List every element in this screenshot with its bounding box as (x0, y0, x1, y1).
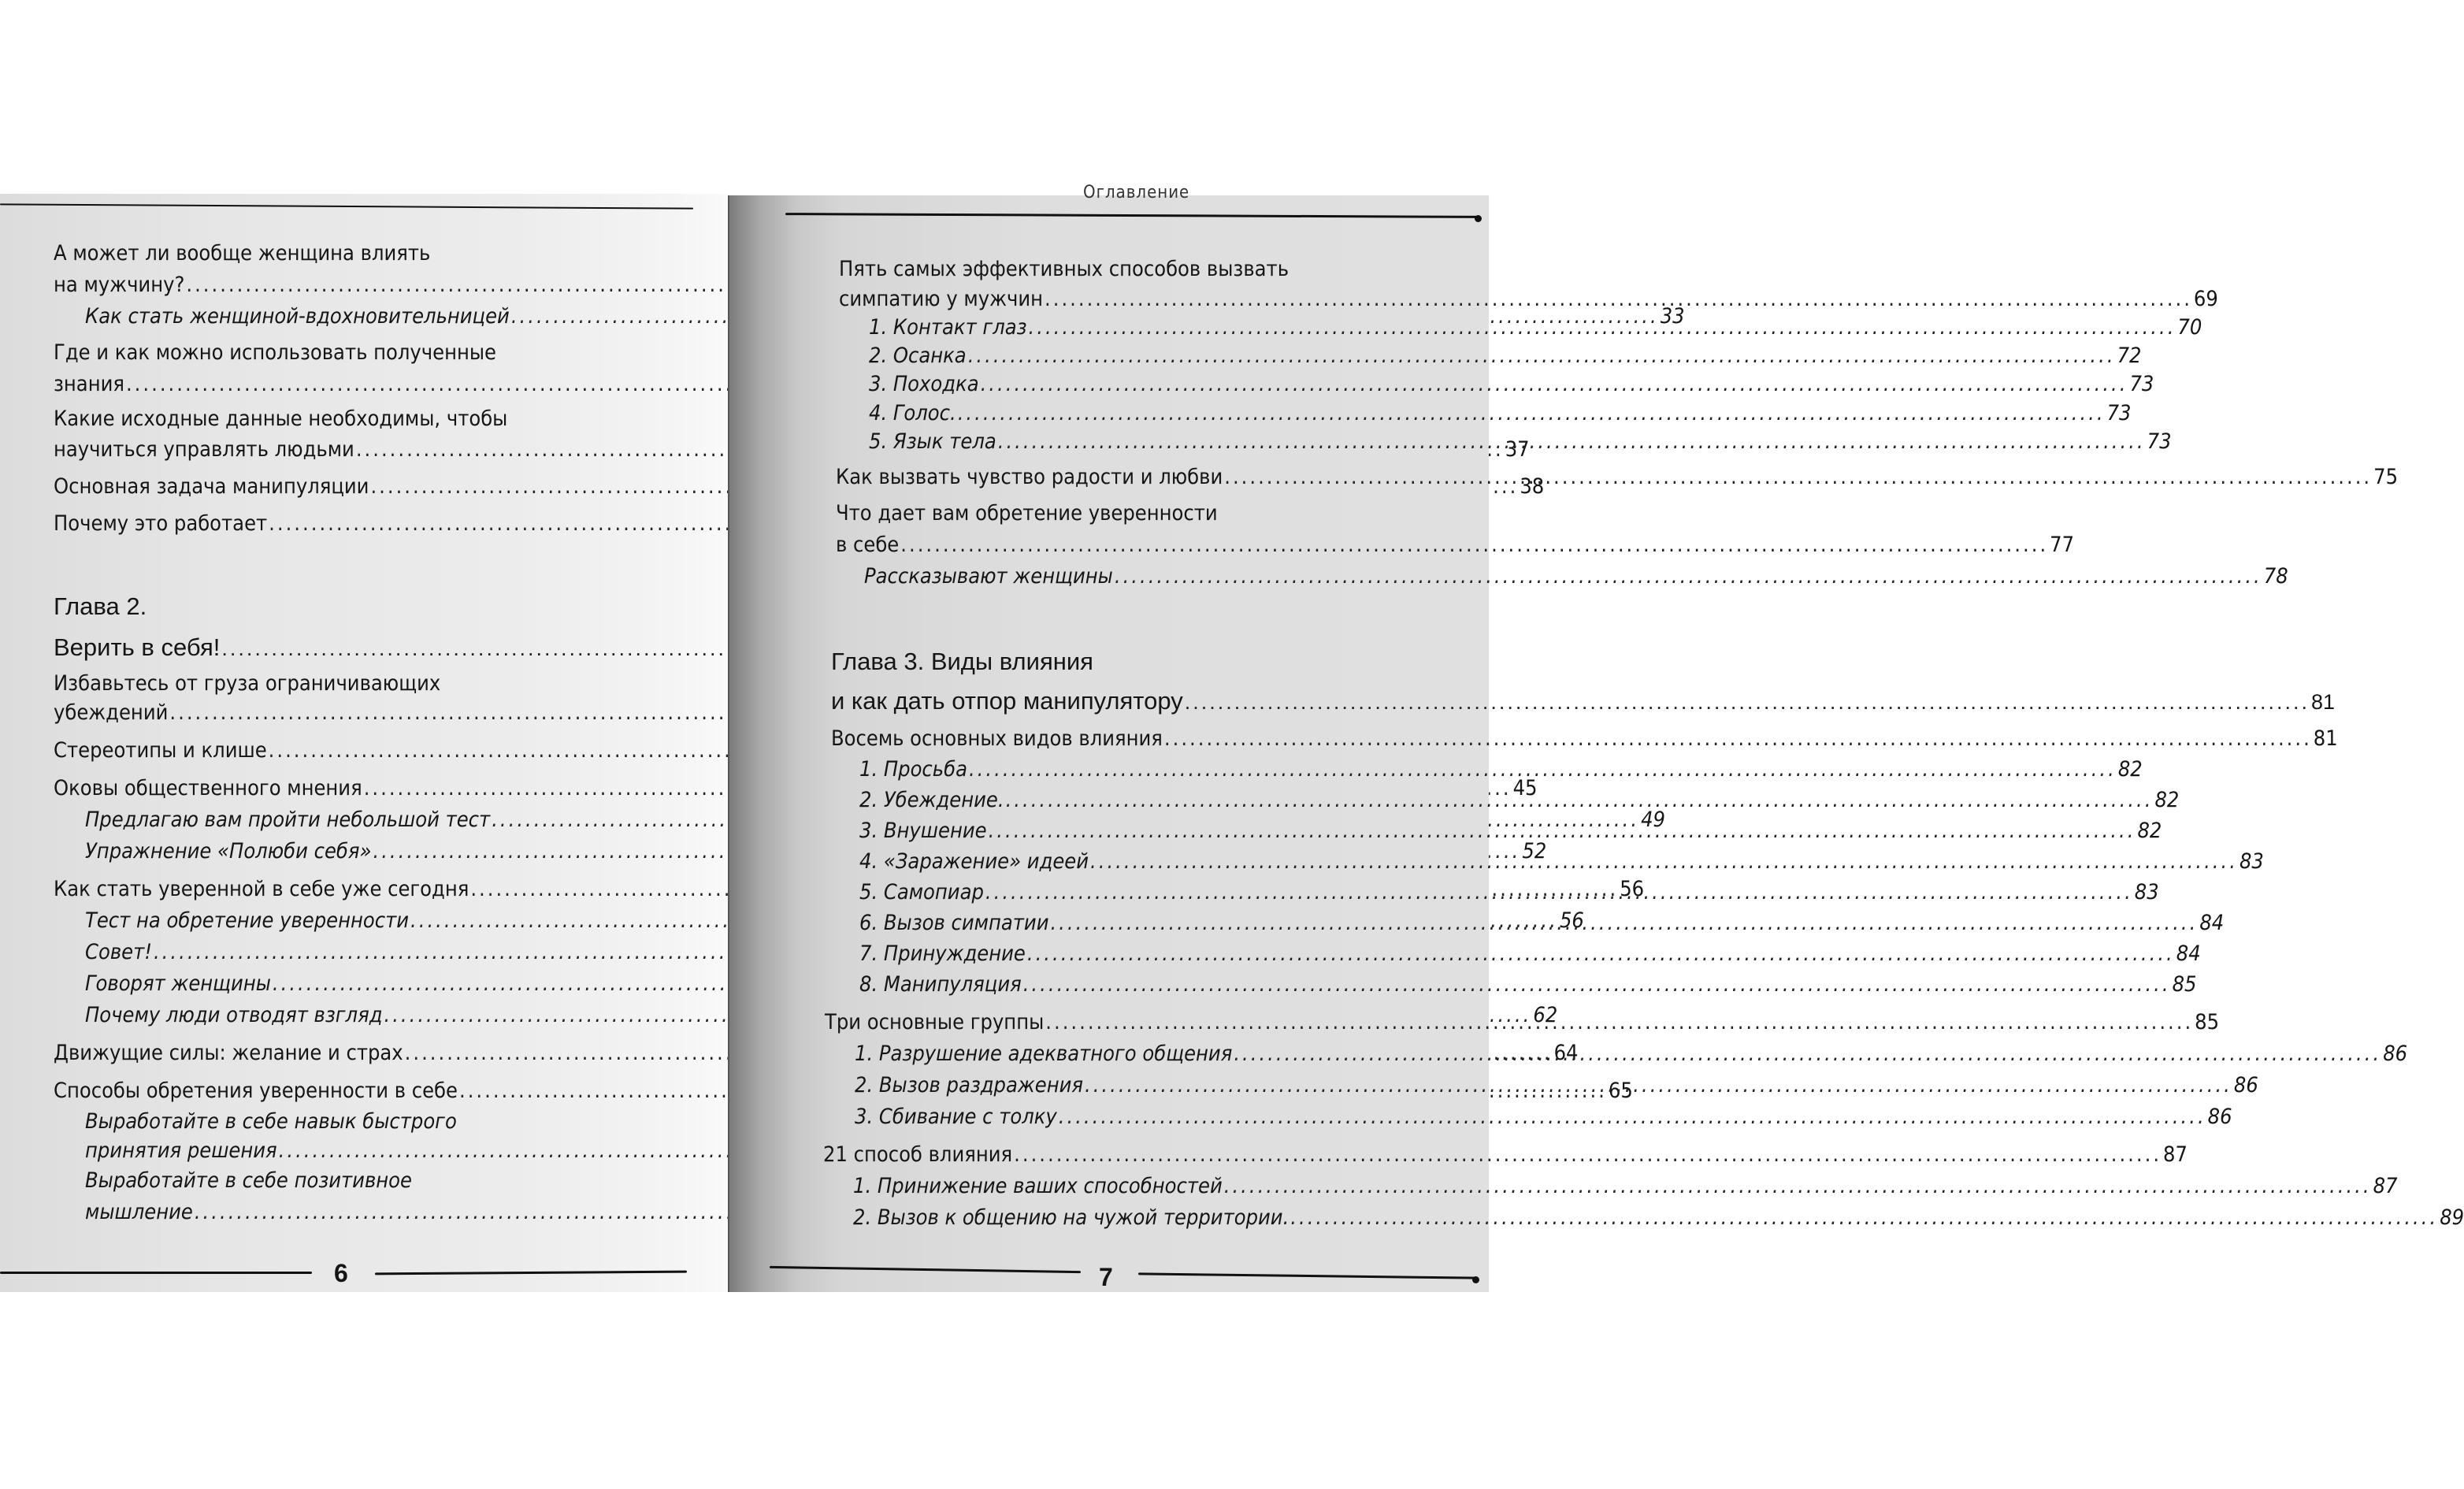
toc-subentry[interactable] (85, 1201, 638, 1223)
leader-dots (1185, 692, 2310, 713)
leader-dots (969, 759, 2117, 780)
toc-page-number: 64 (1553, 1041, 1579, 1065)
toc-entry-title: Почему это работает (54, 511, 268, 536)
toc-page-number: 83 (2239, 849, 2264, 874)
toc-page-number: 49 (1641, 808, 1665, 832)
toc-entry[interactable] (54, 513, 638, 534)
footer-rule-right (375, 1271, 687, 1275)
toc-page-number: 89 (2440, 1205, 2464, 1230)
toc-entry-title: Предлагаю вам пройти небольшой тест (85, 808, 491, 832)
toc-page-number: 81 (2311, 690, 2336, 714)
toc-subentry[interactable] (85, 1140, 638, 1161)
toc-entry-title: 1. Просьба (859, 757, 967, 782)
toc-entry[interactable] (54, 740, 638, 761)
toc-entry-title: убеждений (54, 700, 169, 725)
toc-entry-line: А может ли вообще женщина влиять (54, 241, 431, 265)
toc-subentry[interactable] (859, 757, 2143, 782)
toc-entry-title: 6. Вызов симпатии (859, 911, 1049, 935)
toc-entry-line: Какие исходные данные необходимы, чтобы (54, 407, 508, 431)
toc-entry-title: Рассказывают женщины (864, 564, 1113, 589)
toc-entry[interactable] (823, 1142, 2188, 1167)
toc-entry-title: Три основные группы (825, 1010, 1045, 1034)
leader-dots (998, 431, 2146, 452)
toc-page-number: 73 (2106, 401, 2132, 425)
toc-entry[interactable] (839, 287, 2218, 311)
toc-entry-line: Избавьтесь от груза ограничивающих (54, 671, 441, 696)
footer-rule-left (0, 1272, 312, 1274)
toc-entry-title: Основная задача манипуляции (54, 474, 369, 499)
toc-entry-title: 3. Внушение (859, 819, 987, 843)
toc-entry-title: 1. Разрушение адекватного общения (855, 1042, 1233, 1066)
leader-dots (1045, 1012, 2193, 1033)
toc-entry-title: на мужчину? (54, 273, 185, 297)
toc-entry-title: Стереотипы и клише (54, 738, 267, 763)
toc-entry-title: симпатию у мужчин (839, 287, 1044, 311)
toc-entry-title: Тест на обретение уверенности (85, 908, 410, 933)
toc-entry-line: Что дает вам обретение уверенности (836, 501, 1218, 525)
toc-entry-title: Совет! (85, 940, 152, 964)
toc-page-number: 81 (2313, 726, 2338, 751)
toc-page-number: 73 (2147, 429, 2172, 454)
top-rule (785, 213, 1479, 218)
chapter-heading-line: Глава 3. Виды влияния (831, 648, 1093, 675)
top-rule (0, 203, 693, 209)
toc-entry-line: Пять самых эффективных способов вызвать (839, 257, 1290, 281)
toc-entry-title: в себе (836, 533, 900, 557)
footer-rule-left (770, 1266, 1081, 1273)
leader-dots (985, 882, 2133, 903)
toc-subentry[interactable] (853, 1174, 2398, 1198)
toc-page-number: 73 (2129, 372, 2154, 396)
leader-dots (1164, 728, 2312, 749)
toc-page-number: 75 (2373, 465, 2399, 489)
toc-entry-line: Выработайте в себе позитивное (85, 1168, 412, 1193)
toc-entry-title: Говорят женщины (85, 971, 271, 996)
toc-entry-title: научиться управлять людьми (54, 437, 354, 462)
running-head: Оглавление (1083, 183, 1190, 202)
toc-entry[interactable] (831, 726, 2338, 751)
chapter-title: и как дать отпор манипулятору (831, 687, 1183, 715)
toc-entry-title: 2. Вызов раздражения (855, 1073, 1083, 1097)
toc-page-number: 82 (2137, 819, 2162, 843)
toc-page-number: 83 (2134, 880, 2159, 904)
toc-page-number: 70 (2177, 315, 2202, 340)
rule-end-dot (1475, 215, 1482, 222)
toc-page-number: 33 (1660, 304, 1685, 329)
toc-page-number: 87 (2373, 1174, 2398, 1198)
toc-page-number: 38 (1520, 474, 1545, 499)
leader-dots (1090, 851, 2238, 872)
leader-dots (981, 373, 2128, 395)
gutter (728, 195, 729, 1292)
leader-dots (1085, 1075, 2232, 1096)
chapter-heading-line: Глава 2. (54, 592, 147, 620)
toc-entry-title: Как стать женщиной-вдохновительницей (85, 304, 510, 329)
toc-entry-line: Выработайте в себе навык быстрого (85, 1109, 457, 1134)
leader-dots (989, 820, 2136, 841)
toc-subentry[interactable] (869, 372, 2154, 396)
toc-entry-title: 2. Вызов к общению на чужой территории. (853, 1205, 1290, 1230)
leader-dots (1234, 1043, 2381, 1064)
toc-page-number: 45 (1512, 776, 1538, 800)
toc-entry-title: 7. Принуждение (859, 941, 1026, 966)
toc-page-number: 62 (1533, 1003, 1558, 1027)
chapter-title: Верить в себя! (54, 633, 221, 661)
toc-entry-line: Где и как можно использовать полученные (54, 340, 496, 365)
toc-entry-title: принятия решения (85, 1138, 277, 1163)
toc-entry-title: 1. Принижение ваших способностей (853, 1174, 1223, 1198)
toc-page-number: 78 (2263, 564, 2288, 589)
toc-page-number: 86 (2383, 1042, 2408, 1066)
toc-entry-title: Восемь основных видов влияния (831, 726, 1163, 751)
leader-dots (1224, 1175, 2372, 1197)
leader-dots (1027, 943, 2175, 964)
leader-dots (1023, 974, 2171, 995)
toc-subentry[interactable] (869, 343, 2142, 368)
leader-dots (1029, 317, 2176, 338)
toc-entry-title: 4. Голос. (869, 401, 956, 425)
toc-subentry[interactable] (864, 564, 2288, 589)
toc-entry[interactable] (54, 274, 638, 295)
toc-entry-title: Как вызвать чувство радости и любви (836, 465, 1223, 489)
toc-entry-title: 5. Самопиар (859, 880, 984, 904)
toc-entry-title: 3. Сбивание с толку (855, 1105, 1057, 1129)
toc-page-number: 84 (2199, 911, 2225, 935)
toc-entry-title: Способы обретения уверенности в себе (54, 1079, 458, 1103)
toc-subentry[interactable] (855, 1105, 2232, 1129)
page-number: 6 (334, 1259, 348, 1287)
leader-dots (1115, 566, 2262, 587)
toc-page-number: 86 (2207, 1105, 2232, 1129)
leader-dots (1290, 1207, 2438, 1228)
toc-page-number: 82 (2154, 788, 2180, 812)
toc-page-number: 86 (2233, 1073, 2258, 1097)
toc-page-number: 87 (2163, 1142, 2188, 1167)
leader-dots (1006, 789, 2154, 811)
toc-page-number: 69 (2193, 287, 2218, 311)
toc-page-number: 72 (2117, 343, 2142, 368)
toc-page-number: 85 (2195, 1010, 2220, 1034)
toc-page-number: 52 (1522, 839, 1547, 863)
toc-entry-title: 2. Убеждение. (859, 788, 1004, 812)
toc-page-number: 84 (2176, 941, 2201, 966)
toc-entry-title: 5. Язык тела (869, 429, 996, 454)
toc-page-number: 65 (1608, 1079, 1633, 1103)
toc-entry-title: 1. Контакт глаз (869, 315, 1027, 340)
toc-entry-title: Почему люди отводят взгляд (85, 1003, 383, 1027)
toc-entry-title: 3. Походка (869, 372, 979, 396)
toc-entry-title: 8. Манипуляция (859, 972, 1022, 997)
toc-entry-title: Движущие силы: желание и страх (54, 1041, 403, 1065)
leader-dots (1050, 908, 2198, 934)
toc-entry-title: 2. Осанка (869, 343, 967, 368)
chapter-entry[interactable] (54, 635, 638, 659)
toc-page-number: 56 (1559, 908, 1584, 933)
leader-dots (1224, 466, 2372, 488)
toc-page-number: 82 (2117, 757, 2143, 782)
toc-entry-title: Как стать уверенной в себе уже сегодня (54, 877, 469, 901)
toc-entry-title: Оковы общественного мнения (54, 776, 362, 800)
toc-entry[interactable] (836, 533, 2075, 557)
leader-dots (1045, 288, 2192, 310)
toc-page-number: 77 (2050, 533, 2075, 557)
footer-rule-right (1138, 1272, 1477, 1279)
rule-end-dot (1472, 1276, 1479, 1283)
toc-entry-title: Упражнение «Полюби себя» (85, 839, 372, 863)
leader-dots (900, 534, 2048, 555)
toc-entry[interactable] (54, 702, 638, 723)
toc-subentry[interactable] (85, 941, 638, 963)
toc-entry[interactable] (54, 373, 638, 395)
toc-subentry[interactable] (859, 941, 2201, 966)
toc-entry-title: мышление (85, 1200, 193, 1224)
toc-entry-title: 4. «Заражение» идеей (859, 849, 1089, 874)
toc-page-number: 37 (1505, 437, 1530, 462)
toc-subentry[interactable] (85, 973, 638, 994)
toc-subentry[interactable] (853, 1205, 2464, 1230)
toc-entry-title: 21 способ влияния (823, 1142, 1013, 1167)
leader-dots (1059, 1106, 2206, 1127)
leader-dots (958, 403, 2106, 424)
page-number: 7 (1099, 1263, 1113, 1291)
toc-subentry[interactable] (859, 972, 2197, 997)
leader-dots (1014, 1144, 2162, 1165)
toc-subentry[interactable] (869, 401, 2132, 425)
toc-page-number: 56 (1620, 877, 1645, 901)
toc-entry-title: знания (54, 372, 124, 396)
chapter-entry[interactable] (831, 687, 2336, 715)
leader-dots (968, 345, 2116, 366)
toc-page-number: 85 (2172, 972, 2197, 997)
